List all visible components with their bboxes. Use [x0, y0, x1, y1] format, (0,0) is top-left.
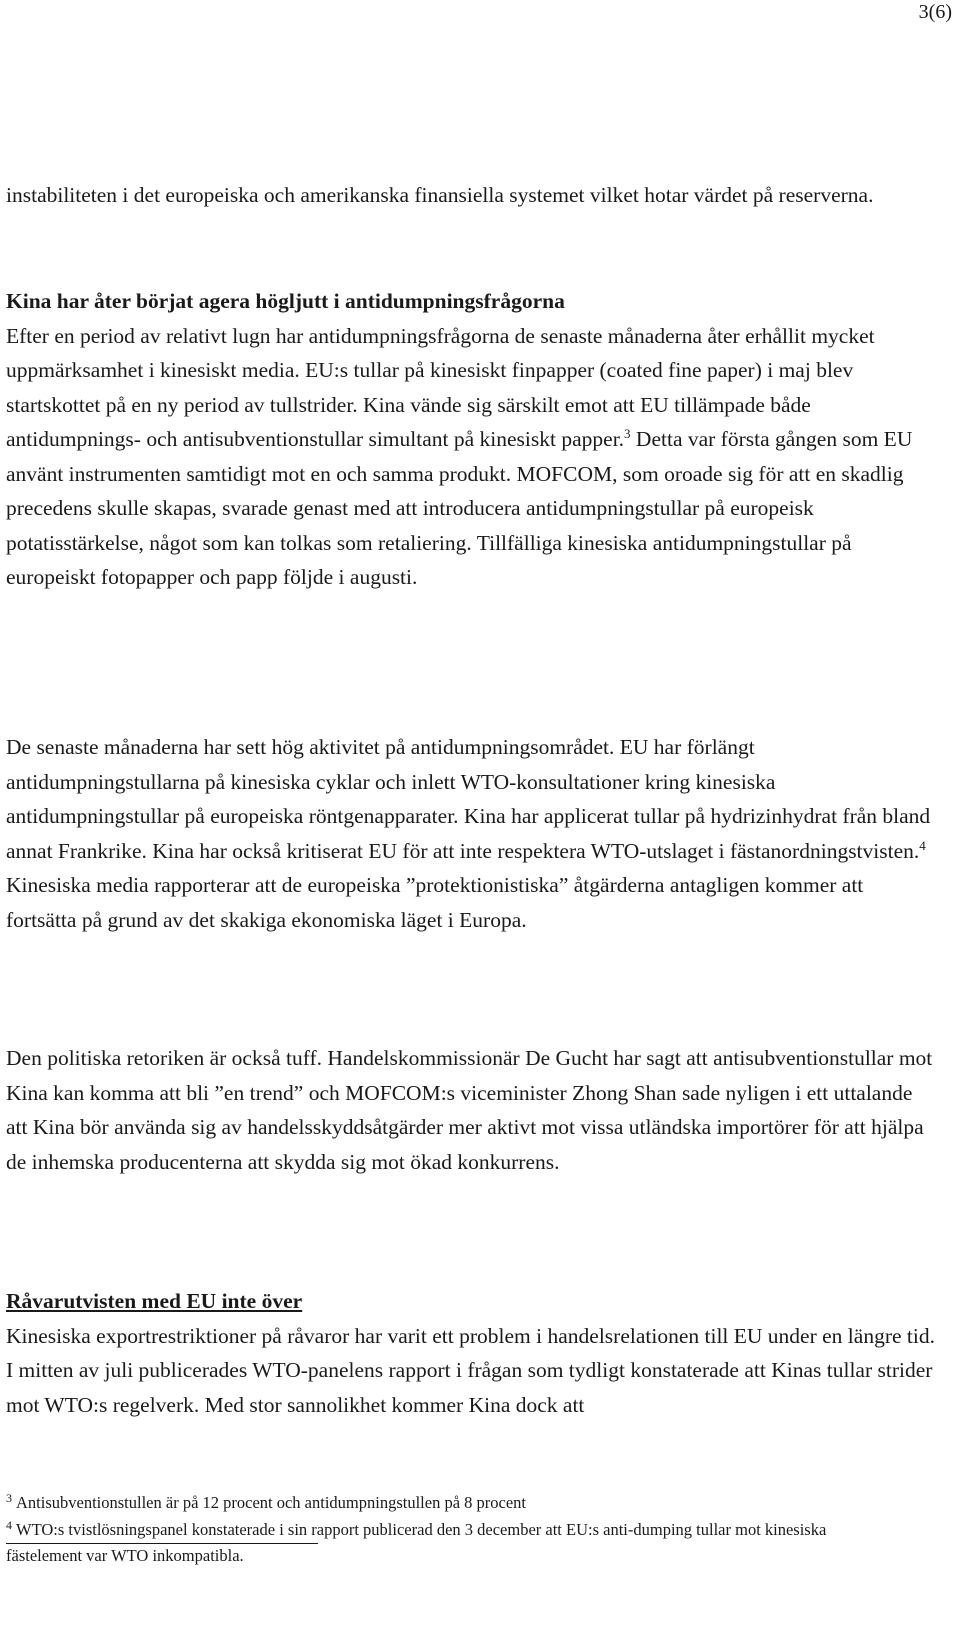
section-heading-raw-materials: Råvarutvisten med EU inte över: [6, 1289, 303, 1313]
footnote-4-text: WTO:s tvistlösningspanel konstaterade i sin rapport publicerad den 3 december att EU:s anti-dumping tullar mot kinesiska fästelement var WTO inkompatibla.: [6, 1520, 827, 1565]
section-raw-materials-text: Kinesiska exportrestriktioner på råvaror har varit ett problem i handelsrelationen till EU under en längre tid. I mitten av juli publicerades WTO-panelens rapport i frågan som tydligt konstaterade att Kinas tullar strider mot WTO:s regelverk. Med stor sannolikhet kommer Kina dock att: [6, 1323, 935, 1417]
section-antidumping-text-b: Detta var första gången som EU använt instrumenten samtidigt mot en och samma produkt. MOFCOM, som oroade sig för att en skadlig precedens skulle skapas, svarade genast med att introducera antidumpningstullar på europeisk potatisstärkelse, något som kan tolkas som retaliering. Tillfälliga kinesiska antidumpningstullar på europeiskt fotopapper och papp följde i augusti.: [6, 427, 913, 589]
section-antidumping-text-a: Efter en period av relativt lugn har antidumpningsfrågorna de senaste månaderna åter erhållit mycket uppmärksamhet i kinesiskt media. EU:s tullar på kinesiskt finpapper (coated fine paper) i maj blev startskottet på en ny period av tullstrider. Kina vände sig särskilt emot att EU tillämpade både antidumpnings- och antisubventionstullar simultant på kinesiskt papper.: [6, 323, 875, 451]
footnote-ref-4[interactable]: 4: [919, 837, 926, 853]
footnote-4: [6, 1517, 906, 1569]
section-raw-materials: [6, 1284, 936, 1422]
paragraph-activity-text-b: Kinesiska media rapporterar att de europeiska ”protektionistiska” åtgärderna antagligen kommer att fortsätta på grund av det skakiga ekonomiska läget i Europa.: [6, 873, 864, 932]
footnote-4-mark: 4: [6, 1517, 12, 1532]
paragraph-activity: [6, 730, 936, 937]
footnote-3-text: Antisubventionstullen är på 12 procent och antidumpningstullen på 8 procent: [16, 1493, 527, 1512]
footnote-3: [6, 1490, 906, 1516]
page-number: 3(6): [918, 1, 952, 23]
paragraph-intro-text: instabiliteten i det europeiska och amerikanska finansiella systemet vilket hotar värdet på reserverna.: [6, 183, 874, 207]
footnote-3-mark: 3: [6, 1490, 12, 1505]
section-antidumping: [6, 284, 936, 595]
footnote-ref-3[interactable]: 3: [624, 425, 631, 441]
paragraph-intro: [6, 178, 936, 213]
section-heading-antidumping: Kina har åter börjat agera högljutt i antidumpningsfrågorna: [6, 289, 565, 313]
paragraph-rhetoric: [6, 1041, 936, 1179]
paragraph-activity-text-a: De senaste månaderna har sett hög aktivitet på antidumpningsområdet. EU har förlängt antidumpningstullarna på kinesiska cyklar och inlett WTO-konsultationer kring kinesiska antidumpningstullar på europeiska röntgenapparater. Kina har applicerat tullar på hydrizinhydrat från bland annat Frankrike. Kina har också kritiserat EU för att inte respektera WTO-utslaget i fästanordningstvisten.: [6, 735, 931, 863]
paragraph-rhetoric-text: Den politiska retoriken är också tuff. Handelskommissionär De Gucht har sagt att antisubventionstullar mot Kina kan komma att bli ”en trend” och MOFCOM:s viceminister Zhong Shan sade nyligen i ett uttalande att Kina bör använda sig av handelsskyddsåtgärder mer aktivt mot vissa utländska importörer för att hjälpa de inhemska producenterna att skydda sig mot ökad konkurrens.: [6, 1046, 933, 1174]
